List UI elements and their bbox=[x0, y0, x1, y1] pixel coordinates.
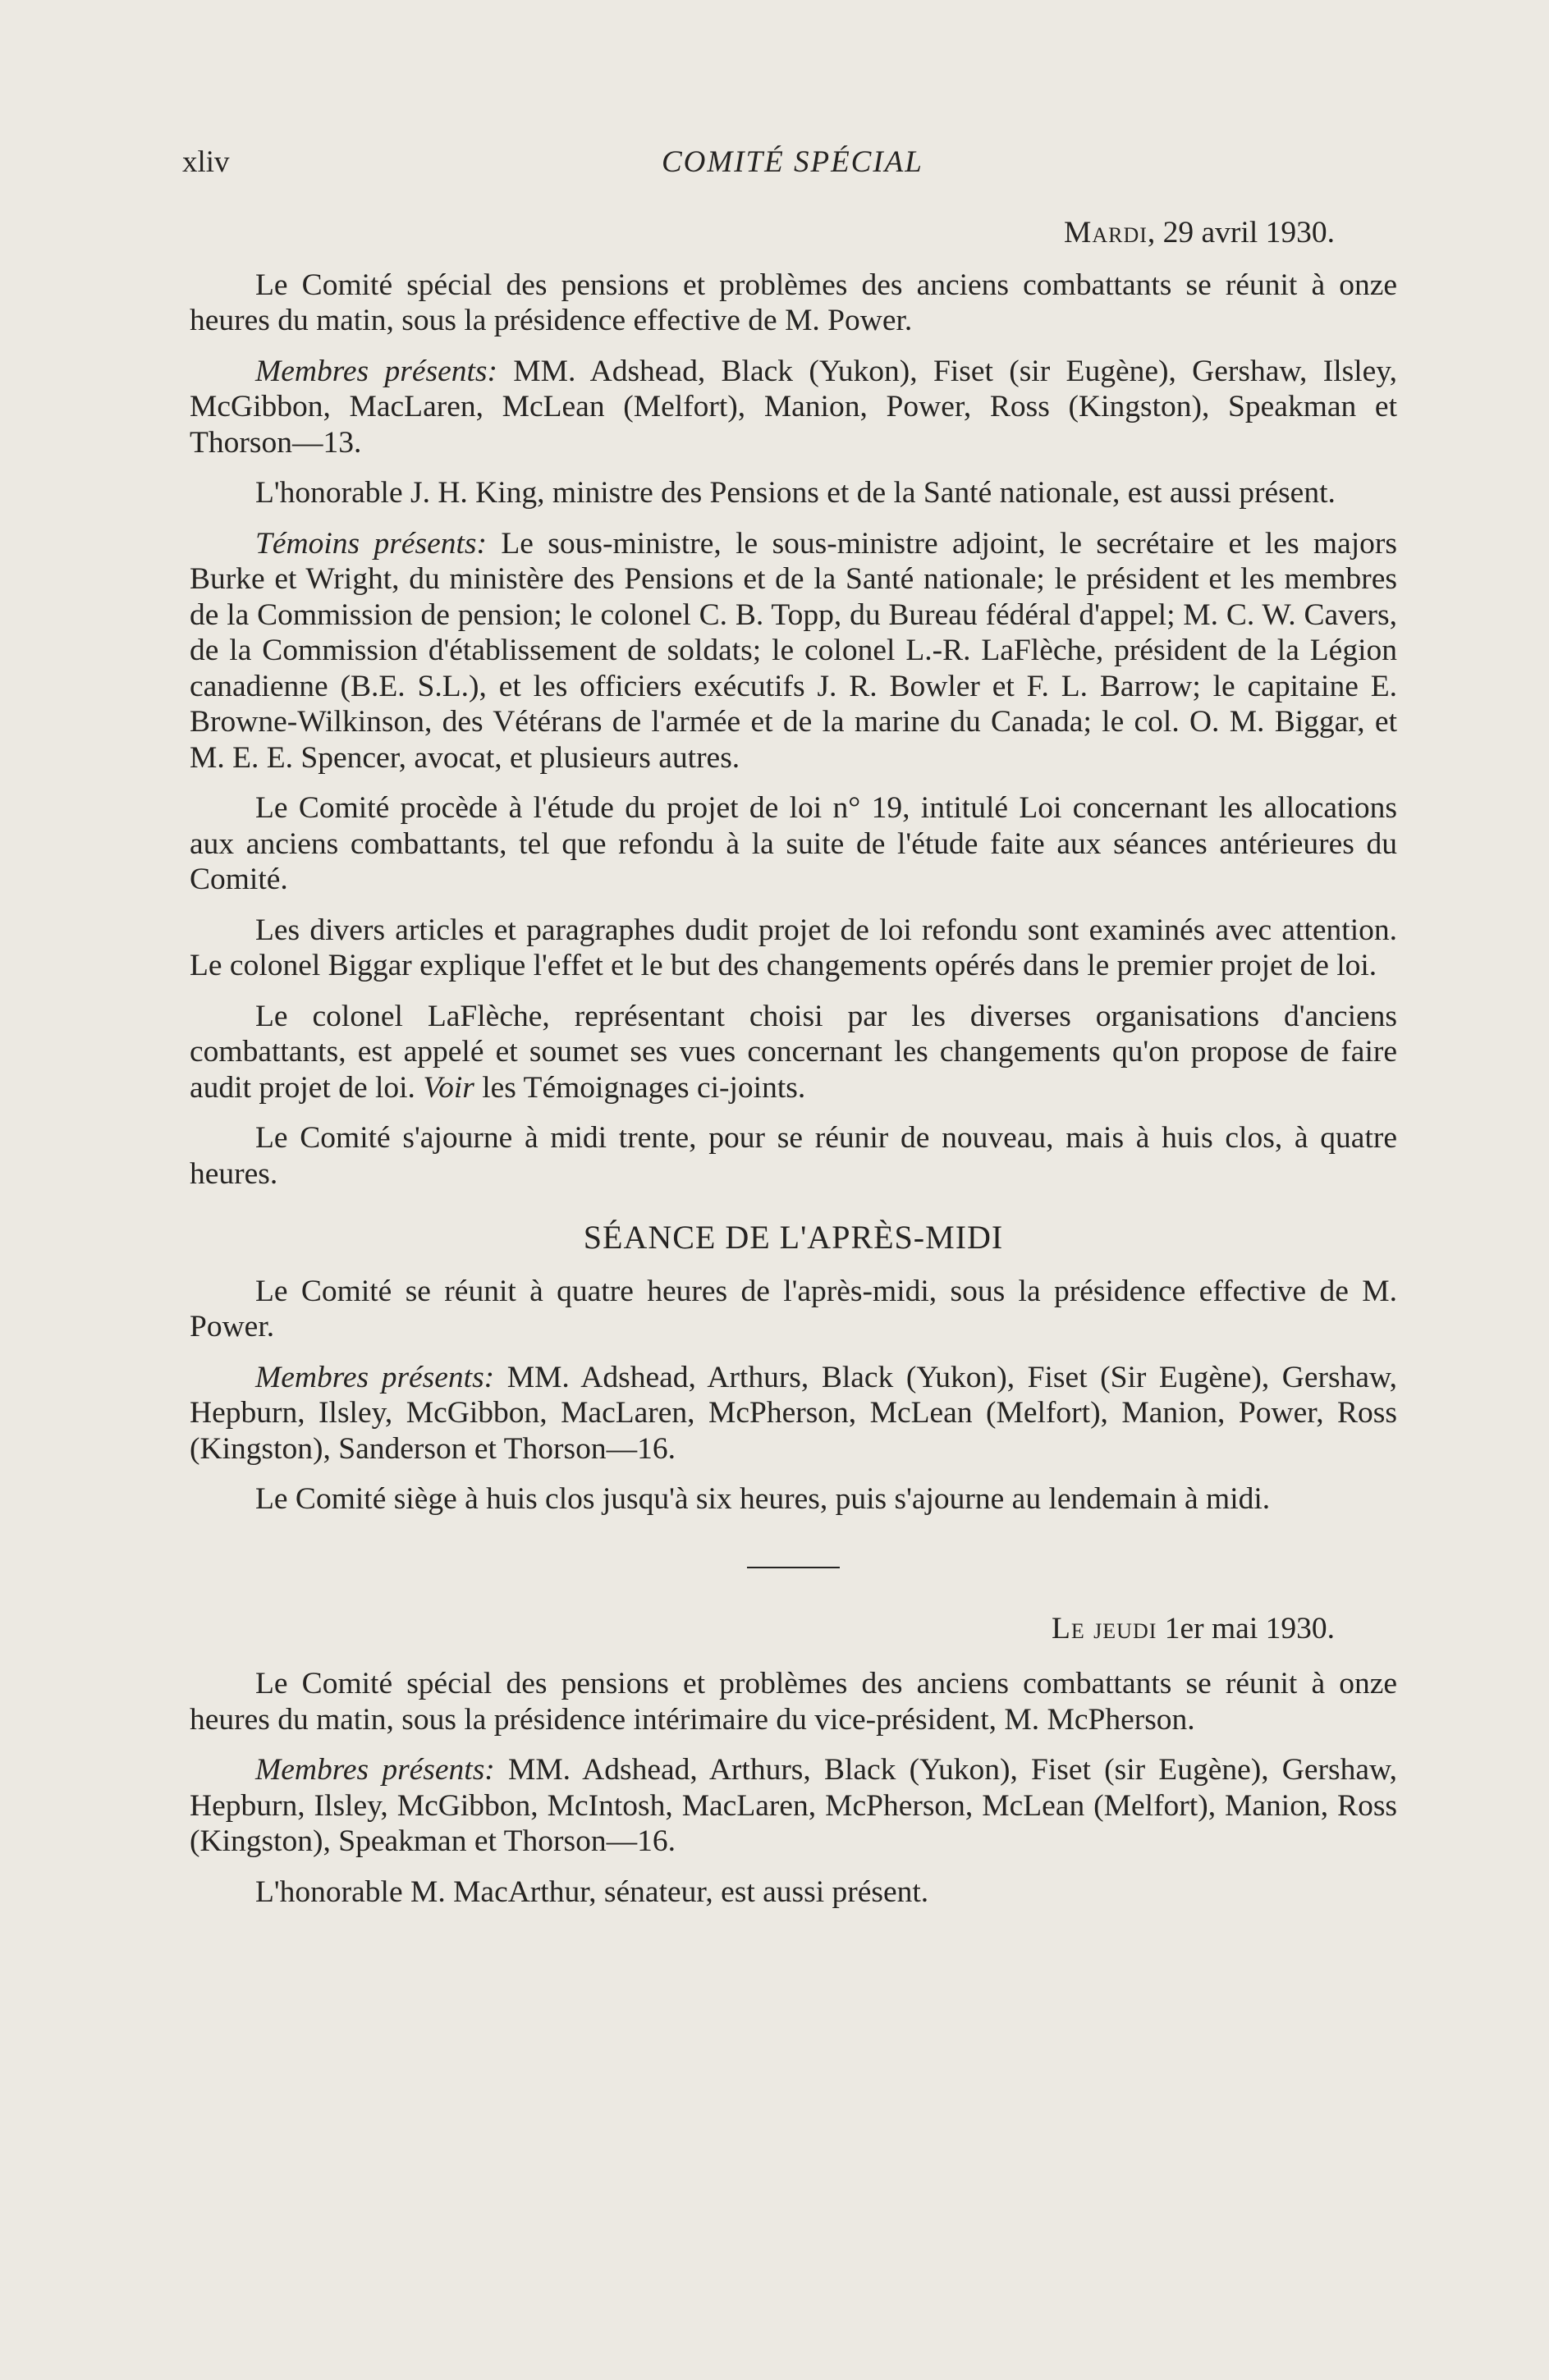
members-list: MM. Adshead, Black (Yukon), Fiset (sir Eugène), Gershaw, Ilsley, McGibbon, MacLaren, McLean (Melfort), Manion, Power, Ross (Kingston), Speakman et Thorson—13. bbox=[190, 354, 1397, 460]
page-body bbox=[190, 215, 1397, 1925]
members-label: Membres présents: bbox=[255, 1753, 495, 1787]
members-list: MM. Adshead, Arthurs, Black (Yukon), Fiset (sir Eugène), Gershaw, Hepburn, Ilsley, McGibbon, McIntosh, MacLaren, McPherson, McLean (Melfort), Manion, Ross (Kingston), Speakman et Thorson—16. bbox=[190, 1753, 1397, 1858]
afternoon-closing: Le Comité siège à huis clos jusqu'à six heures, puis s'ajourne au lendemain à midi. bbox=[255, 1482, 1271, 1516]
afternoon-heading: SÉANCE DE L'APRÈS-MIDI bbox=[583, 1219, 1004, 1256]
lafleche-text-a: Le colonel LaFlèche, représentant choisi par les diverses organisations d'anciens combattants, est appelé et soumet ses vues concernant les changements qu'on propose de faire audit projet de loi. bbox=[190, 999, 1397, 1105]
section-divider bbox=[747, 1567, 840, 1568]
session-1-intro: Le Comité spécial des pensions et problèmes des anciens combattants se réunit à onze heures du matin, sous la présidence effective de M. Power. bbox=[190, 268, 1397, 337]
session-2-intro: Le Comité spécial des pensions et problèmes des anciens combattants se réunit à onze heures du matin, sous la présidence intérimaire du vice-président, M. McPherson. bbox=[190, 1667, 1397, 1737]
members-label: Membres présents: bbox=[255, 1360, 495, 1394]
session-1-lafleche-paragraph bbox=[190, 999, 1397, 1106]
page-number: xliv bbox=[182, 145, 230, 179]
session-date-2 bbox=[190, 1611, 1397, 1647]
session-date-1-rest: , 29 avril 1930. bbox=[1147, 216, 1335, 249]
session-date-2-prefix: Le jeudi bbox=[1052, 1611, 1157, 1645]
session-1-members bbox=[190, 354, 1397, 461]
session-1-also-present: L'honorable J. H. King, ministre des Pensions et de la Santé nationale, est aussi présent. bbox=[255, 476, 1336, 510]
session-1-adjourn-paragraph: Le Comité s'ajourne à midi trente, pour se réunir de nouveau, mais à huis clos, à quatre heures. bbox=[190, 1121, 1397, 1191]
witnesses-list: Le sous-ministre, le sous-ministre adjoint, le secrétaire et les majors Burke et Wright, du ministère des Pensions et de la Santé nationale; le président et les membres de la Commission de pension; le colonel C. B. Topp, du Bureau fédéral d'appel; M. C. W. Cavers, de la Commission d'établissement de soldats; le colonel L.-R. LaFlèche, président de la Légion canadienne (B.E. S.L.), et les officiers exécutifs J. R. Bowler et F. L. Barrow; le capitaine E. Browne-Wilkinson, des Vétérans de l'armée et de la marine du Canada; le col. O. M. Biggar, et M. E. E. Spencer, avocat, et plusieurs autres. bbox=[190, 526, 1397, 775]
session-2-members bbox=[190, 1752, 1397, 1860]
session-1-bill-paragraph: Le Comité procède à l'étude du projet de loi n° 19, intitulé Loi concernant les allocations aux anciens combattants, tel que refondu à la suite de l'étude faite aux séances antérieures du Comité. bbox=[190, 791, 1397, 896]
session-1-witnesses bbox=[190, 526, 1397, 776]
page-header bbox=[182, 144, 1397, 194]
session-date-2-rest: 1er mai 1930. bbox=[1157, 1611, 1335, 1645]
afternoon-intro: Le Comité se réunit à quatre heures de l'après-midi, sous la présidence effective de M. Power. bbox=[190, 1274, 1397, 1343]
lafleche-text-b: les Témoignages ci-joints. bbox=[474, 1070, 806, 1105]
members-list: MM. Adshead, Arthurs, Black (Yukon), Fiset (Sir Eugène), Gershaw, Hepburn, Ilsley, McGibbon, MacLaren, McPherson, McLean (Melfort), Manion, Power, Ross (Kingston), Sanderson et Thorson—16. bbox=[190, 1360, 1397, 1466]
members-label: Membres présents: bbox=[255, 354, 497, 388]
witnesses-label: Témoins présents: bbox=[255, 526, 487, 561]
afternoon-members bbox=[190, 1360, 1397, 1467]
session-2-also-present: L'honorable M. MacArthur, sénateur, est aussi présent. bbox=[255, 1874, 929, 1909]
lafleche-voir: Voir bbox=[423, 1070, 474, 1105]
session-date-1 bbox=[190, 215, 1397, 251]
session-1-articles-paragraph: Les divers articles et paragraphes dudit projet de loi refondu sont examinés avec attention. Le colonel Biggar explique l'effet et le but des changements opérés dans le premier projet de loi. bbox=[190, 913, 1397, 982]
running-title: COMITÉ SPÉCIAL bbox=[662, 145, 923, 179]
session-date-1-day: Mardi bbox=[1063, 216, 1148, 249]
